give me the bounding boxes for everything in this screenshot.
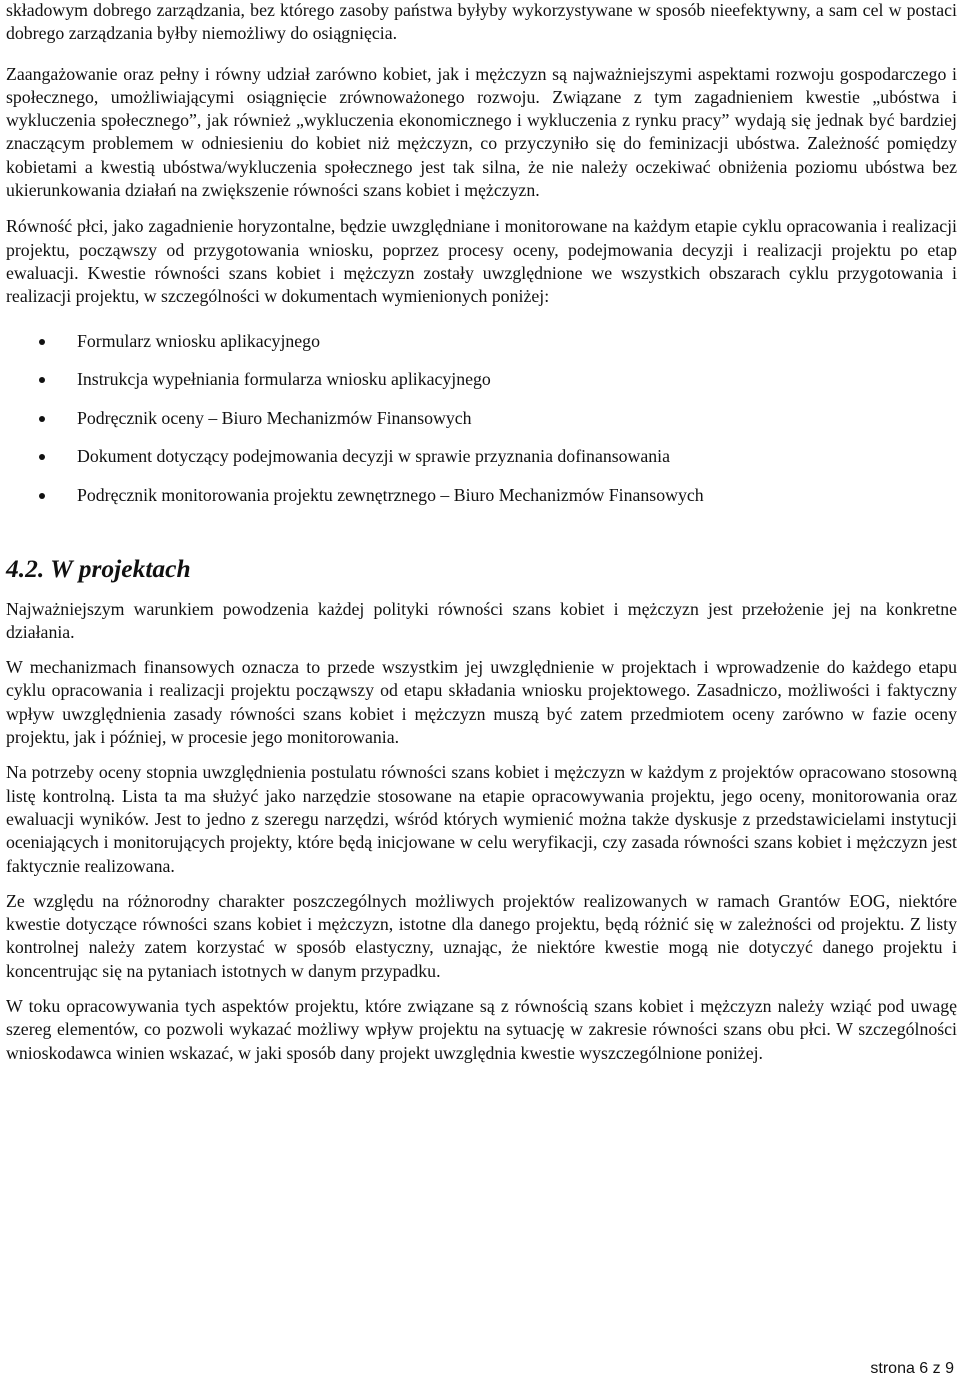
page-number: strona 6 z 9: [870, 1360, 954, 1377]
list-item: [6, 407, 957, 430]
list-item-label: Instrukcja wypełniania formularza wniosku aplikacyjnego: [77, 369, 491, 390]
list-item-label: Podręcznik oceny – Biuro Mechanizmów Finansowych: [77, 407, 472, 428]
list-item-label: Podręcznik monitorowania projektu zewnętrznego – Biuro Mechanizmów Finansowych: [77, 484, 704, 505]
bullet-icon: [39, 454, 45, 460]
documents-bullet-list: [6, 330, 957, 507]
list-item: [6, 484, 957, 507]
list-item-label: Formularz wniosku aplikacyjnego: [77, 330, 320, 351]
bullet-icon: [39, 377, 45, 383]
paragraph-financial-mechanisms: W mechanizmach finansowych oznacza to przede wszystkim jej uwzględnienie w projektach i wprowadzenie do każdego etapu cyklu opracowania i realizacji projektu począwszy od etapu składania wniosku projektowego. Zasadniczo, możliwości i faktyczny wpływ uwzględnienia zasady równości szans kobiet i mężczyzn muszą być zatem przedmiotem oceny zarówno w fazie oceny projektu, jak i później, w procesie jego monitorowania.: [6, 657, 957, 748]
paragraph-horizontal-issue: Równość płci, jako zagadnienie horyzontalne, będzie uwzględniane i monitorowane na każdym etapie cyklu opracowania i realizacji projektu, począwszy od przygotowania wniosku, poprzez procesy oceny, podejmowania decyzji i realizacji projektu po etap ewaluacji. Kwestie równości szans kobiet i mężczyzn zostały uwzględnione we wszystkich obszarach cyklu przygotowania i realizacji projektu, w szczególności w dokumentach wymienionych poniżej:: [6, 216, 957, 307]
paragraph-intro-continuation: składowym dobrego zarządzania, bez którego zasoby państwa byłyby wykorzystywane w sposób nieefektywny, a sam cel w postaci dobrego zarządzania byłby niemożliwy do osiągnięcia.: [6, 0, 957, 44]
paragraph-project-aspects: W toku opracowywania tych aspektów projektu, które związane są z równością szans kobiet i mężczyzn należy wziąć pod uwagę szereg elementów, co pozwoli wykazać możliwy wpływ projektu na sytuację w zakresie równości szans obu płci. W szczególności wnioskodawca winien wskazać, w jaki sposób dany projekt uwzględnia kwestie wyszczególnione poniżej.: [6, 996, 957, 1063]
paragraph-key-condition: Najważniejszym warunkiem powodzenia każdej polityki równości szans kobiet i mężczyzn jest przełożenie jej na konkretne działania.: [6, 598, 957, 642]
document-page: [6, 0, 957, 1065]
paragraph-gender-equality-development: Zaangażowanie oraz pełny i równy udział zarówno kobiet, jak i mężczyzn są najważniejszymi aspektami rozwoju gospodarczego i społecznego, umożliwiającymi osiągnięcie zrównoważonego rozwoju. Związane z tym zagadnieniem kwestie „ubóstwa i wykluczenia społecznego”, jak również „wykluczenia ekonomicznego i wykluczenia z rynku pracy” wydają się jednak być bardziej znaczącym problemem w odniesieniu do kobiet niż mężczyzn, co przyczyniło się do feminizacji ubóstwa. Zależność pomiędzy kobietami a kwestią ubóstwa/wykluczenia społecznego jest tak silna, że nie należy oczekiwać obniżenia poziomu ubóstwa bez ukierunkowania działań na zwiększenie równości szans kobiet i mężczyzn.: [6, 63, 957, 201]
section-heading: 4.2. W projektach: [6, 553, 191, 583]
paragraph-eea-grants: Ze względu na różnorodny charakter poszczególnych możliwych projektów realizowanych w ramach Grantów EOG, niektóre kwestie dotyczące równości szans kobiet i mężczyzn, istotne dla danego projektu, będą różnić się w zależności od projektu. Z listy kontrolnej należy zatem korzystać w sposób elastyczny, uznając, że niektóre kwestie mogą nie dotyczyć danego projektu i koncentrując się na pytaniach istotnych w danym przypadku.: [6, 890, 957, 981]
list-item: [6, 330, 957, 353]
bullet-icon: [39, 339, 45, 345]
paragraph-checklist: Na potrzeby oceny stopnia uwzględnienia postulatu równości szans kobiet i mężczyzn w każdym z projektów opracowano stosowną listę kontrolną. Lista ta ma służyć jako narzędzie stosowane na etapie opracowywania projektu, jego oceny, monitorowania oraz ewaluacji wyników. Jest to jedno z szeregu narzędzi, wśród których wymienić można także dyskusje z przedstawicielami instytucji oceniających i monitorujących projekty, które będą inicjowane w celu weryfikacji, czy zasada równości szans kobiet i mężczyzn jest faktycznie realizowana.: [6, 762, 957, 876]
list-item: [6, 368, 957, 391]
list-item: [6, 445, 957, 468]
bullet-icon: [39, 493, 45, 499]
bullet-icon: [39, 416, 45, 422]
list-item-label: Dokument dotyczący podejmowania decyzji w sprawie przyznania dofinansowania: [77, 446, 670, 467]
